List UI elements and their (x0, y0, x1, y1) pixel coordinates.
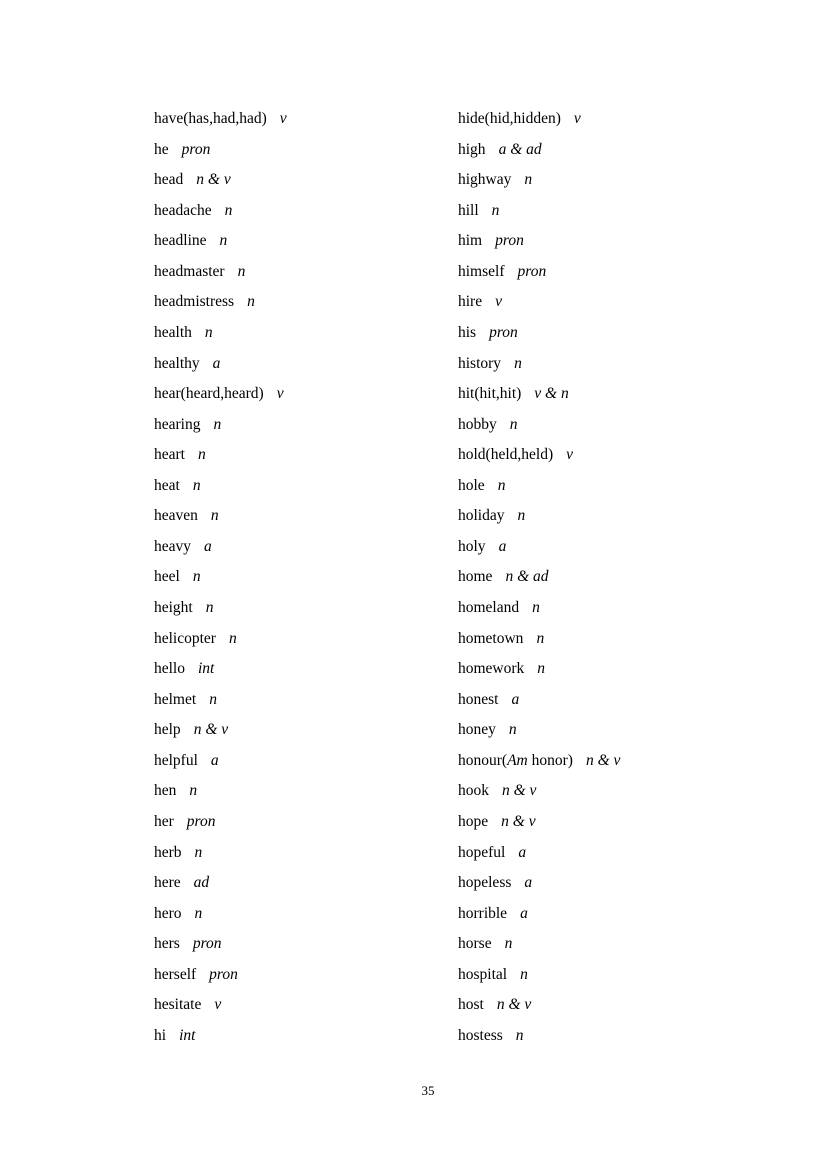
part-of-speech: pron (186, 812, 216, 830)
word-text: headache (154, 201, 212, 219)
word-entry (458, 354, 620, 385)
part-of-speech: a (212, 354, 221, 372)
part-of-speech: n (228, 629, 237, 647)
word-text-composite (458, 752, 573, 769)
word-entry (154, 843, 287, 874)
word-text: honey (458, 721, 496, 739)
part-of-speech: n & v (585, 751, 621, 769)
part-of-speech: pron (181, 140, 211, 158)
part-of-speech: v (573, 110, 581, 127)
word-entry (458, 690, 620, 721)
part-of-speech: n (247, 293, 255, 311)
part-of-speech: n (537, 660, 546, 678)
word-text-italic-segment: Am (507, 751, 528, 769)
word-entry (154, 140, 287, 171)
part-of-speech: v (276, 385, 284, 403)
word-text: history (458, 354, 502, 372)
part-of-speech: n & v (196, 171, 231, 189)
word-entry (154, 109, 287, 140)
part-of-speech: a & ad (498, 140, 542, 158)
word-entry (458, 567, 620, 598)
part-of-speech: n (509, 415, 518, 433)
word-text: himself (458, 262, 505, 280)
part-of-speech: pron (209, 965, 238, 983)
word-entry (154, 170, 287, 201)
word-text-segment: honor) (527, 751, 573, 769)
word-entry (154, 934, 287, 965)
word-text: hit(hit,hit) (458, 385, 522, 403)
part-of-speech: n (508, 721, 517, 739)
word-text: heel (154, 568, 180, 586)
word-entry (154, 354, 287, 385)
word-text: highway (458, 171, 512, 189)
word-entry (154, 781, 287, 812)
part-of-speech: n (497, 476, 506, 494)
word-entry (154, 1026, 287, 1057)
word-entry (154, 445, 287, 476)
word-text: honest (458, 690, 499, 708)
word-text: hospital (458, 965, 508, 983)
word-entry (458, 904, 620, 935)
part-of-speech: n (517, 507, 526, 525)
word-entry (154, 537, 287, 568)
word-entry (458, 995, 620, 1026)
word-entry (458, 384, 620, 415)
word-entry (154, 629, 287, 660)
part-of-speech: n (491, 201, 500, 219)
word-entry (458, 720, 620, 751)
word-entry (458, 965, 620, 996)
part-of-speech: n (504, 935, 513, 953)
word-text-segment: honour( (458, 751, 508, 769)
word-text: hold(held,held) (458, 446, 554, 464)
part-of-speech: int (179, 1026, 196, 1044)
part-of-speech: n (192, 568, 201, 586)
word-entry (154, 720, 287, 751)
word-text: horse (458, 935, 492, 953)
part-of-speech: n (524, 171, 533, 189)
word-entry (458, 1026, 620, 1057)
word-entry (458, 873, 620, 904)
part-of-speech: n (192, 476, 201, 494)
part-of-speech: pron (192, 935, 222, 953)
word-entry (154, 231, 287, 262)
word-entry (154, 751, 287, 782)
word-text: herself (154, 965, 197, 983)
part-of-speech: v & n (534, 385, 569, 403)
word-list-column-left (154, 109, 287, 1056)
part-of-speech: a (511, 690, 520, 708)
word-entry (154, 292, 287, 323)
part-of-speech: n (520, 965, 528, 983)
word-text: heart (154, 446, 185, 464)
word-entry (458, 629, 620, 660)
word-entry (458, 170, 620, 201)
word-entry (154, 904, 287, 935)
part-of-speech: v (214, 996, 222, 1014)
word-text: hook (458, 782, 489, 800)
word-text: hide(hid,hidden) (458, 110, 561, 127)
word-text: herb (154, 843, 182, 861)
word-list-column-right (458, 109, 620, 1056)
part-of-speech: n & v (501, 812, 536, 830)
word-text: heat (154, 476, 180, 494)
word-text: here (154, 874, 181, 892)
part-of-speech: n (237, 262, 246, 280)
word-text: healthy (154, 354, 200, 372)
word-text: hometown (458, 629, 524, 647)
part-of-speech: v (279, 110, 287, 127)
word-text: host (458, 996, 484, 1014)
word-entry (458, 415, 620, 446)
word-entry (154, 812, 287, 843)
part-of-speech: a (520, 904, 528, 922)
word-entry (458, 445, 620, 476)
word-entry (154, 415, 287, 446)
word-text: hobby (458, 415, 497, 433)
word-entry (458, 843, 620, 874)
part-of-speech: pron (489, 323, 518, 341)
word-text: hers (154, 935, 180, 953)
word-entry (154, 965, 287, 996)
word-text: hi (154, 1026, 167, 1044)
part-of-speech: n (514, 354, 522, 372)
word-text: hearing (154, 415, 201, 433)
word-text: he (154, 140, 169, 158)
word-text: headline (154, 232, 207, 250)
word-entry (458, 506, 620, 537)
part-of-speech: n (205, 599, 214, 616)
word-entry (154, 873, 287, 904)
word-entry (458, 781, 620, 812)
word-entry (458, 323, 620, 354)
word-entry (458, 537, 620, 568)
word-text: hire (458, 293, 483, 311)
word-entry (458, 140, 620, 171)
word-entry (154, 262, 287, 293)
word-entry (154, 659, 287, 690)
word-entry (458, 109, 620, 140)
word-entry (154, 476, 287, 507)
part-of-speech: a (524, 874, 533, 892)
part-of-speech: n & v (502, 782, 537, 800)
word-text: hen (154, 782, 177, 800)
word-entry (458, 231, 620, 262)
page-number: 35 (421, 1083, 435, 1098)
word-text: have(has,had,had) (154, 110, 267, 127)
word-text: head (154, 171, 184, 189)
word-text: hesitate (154, 996, 202, 1014)
word-text: helicopter (154, 629, 216, 647)
part-of-speech: n (219, 232, 228, 250)
word-entry (154, 690, 287, 721)
word-text: him (458, 232, 483, 250)
word-entry (458, 598, 620, 629)
word-entry (154, 384, 287, 415)
word-text: health (154, 323, 192, 341)
part-of-speech: ad (193, 874, 210, 892)
word-text: homework (458, 660, 525, 678)
word-text: helmet (154, 690, 197, 708)
part-of-speech: n (209, 690, 217, 708)
part-of-speech: n (204, 323, 213, 341)
part-of-speech: int (198, 660, 215, 678)
word-text: holy (458, 537, 486, 555)
part-of-speech: v (495, 293, 502, 311)
word-entry (154, 201, 287, 232)
word-entry (458, 751, 620, 782)
word-text: hole (458, 476, 485, 494)
word-entry (154, 995, 287, 1026)
word-text: hostess (458, 1026, 503, 1044)
word-text: headmistress (154, 293, 235, 311)
word-entry (154, 323, 287, 354)
part-of-speech: n (194, 904, 203, 922)
part-of-speech: v (566, 446, 574, 464)
part-of-speech: n (224, 201, 233, 219)
word-text: high (458, 140, 486, 158)
word-text: height (154, 599, 193, 616)
word-text: headmaster (154, 262, 225, 280)
word-text: help (154, 721, 181, 739)
part-of-speech: n (189, 782, 198, 800)
part-of-speech: n (515, 1026, 524, 1044)
part-of-speech: n (532, 599, 540, 616)
word-text: home (458, 568, 493, 586)
part-of-speech: n (536, 629, 545, 647)
word-text: her (154, 812, 174, 830)
part-of-speech: a (498, 537, 507, 555)
part-of-speech: n & ad (505, 568, 549, 586)
word-entry (458, 292, 620, 323)
part-of-speech: n (213, 415, 222, 433)
part-of-speech: n (197, 446, 206, 464)
word-text: his (458, 323, 477, 341)
word-text: horrible (458, 904, 508, 922)
word-entry (458, 201, 620, 232)
word-text: hero (154, 904, 182, 922)
part-of-speech: n & v (193, 721, 229, 739)
word-entry (458, 476, 620, 507)
word-entry (458, 262, 620, 293)
word-entry (154, 567, 287, 598)
word-entry (458, 812, 620, 843)
word-entry (154, 598, 287, 629)
part-of-speech: a (518, 843, 527, 861)
part-of-speech: pron (517, 262, 547, 280)
word-text: hopeless (458, 874, 512, 892)
part-of-speech: n & v (496, 996, 532, 1014)
part-of-speech: a (204, 537, 212, 555)
word-text: hear(heard,heard) (154, 385, 264, 403)
word-text: hill (458, 201, 479, 219)
word-text: helpful (154, 751, 198, 769)
word-entry (458, 659, 620, 690)
part-of-speech: pron (495, 232, 524, 250)
word-text: heaven (154, 507, 198, 525)
word-text: holiday (458, 507, 505, 525)
word-text: homeland (458, 599, 520, 616)
word-text: hopeful (458, 843, 506, 861)
word-entry (458, 934, 620, 965)
part-of-speech: n (210, 507, 219, 525)
part-of-speech: a (210, 751, 219, 769)
word-entry (154, 506, 287, 537)
word-text: hope (458, 812, 489, 830)
word-text: heavy (154, 537, 192, 555)
part-of-speech: n (194, 843, 203, 861)
word-text: hello (154, 660, 185, 678)
